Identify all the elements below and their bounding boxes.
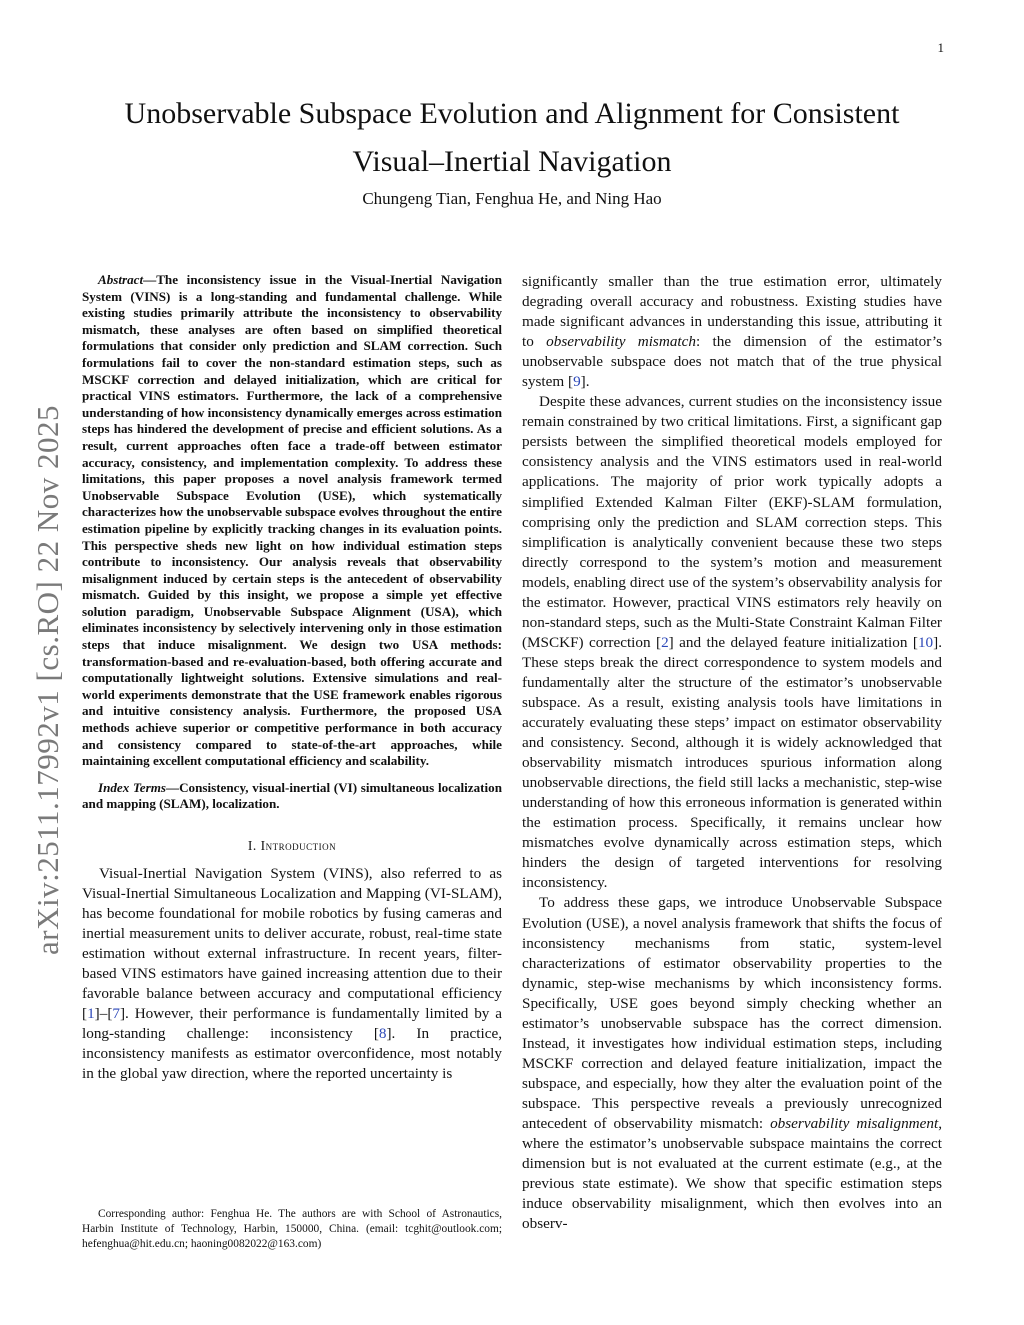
page-number: 1 (937, 40, 944, 55)
intro-text-segment: , where the estimator’s unobservable subspace maintains the correct dimension but is not evaluated at the current estimate (e.g., at the previous state estimate). We show that specific estimation steps induce observability misalignment, which then evolves into an observ- (522, 1114, 942, 1233)
abstract (82, 272, 502, 770)
title-line-2: Visual–Inertial Navigation (352, 145, 672, 178)
citation-link-1[interactable]: 1 (87, 1005, 95, 1023)
emphasis-observability-misalignment: observability misalignment (770, 1114, 939, 1132)
intro-text-segment: To address these gaps, we introduce Unobservable Subspace Evolution (USE), a novel analysis framework that shifts the focus of inconsistency mechanisms from static, system-level characterizations of estimator observability properties to the dynamic, step-wise mechanisms by which inconsistency forms. Specifically, USE goes beyond simply checking whether an estimator’s unobservable subspace has the correct dimension. Instead, it investigates how individual estimation steps, including MSCKF correction and delayed feature initialization, impact the subspace, and especially, how they alter the evaluation point of the subspace. This perspective reveals a previously unrecognized antecedent of observability mismatch: (522, 894, 942, 1132)
abstract-text: —The inconsistency issue in the Visual-Inertial Navigation System (VINS) is a long-standing and fundamental challenge. While existing studies primarily attribute the inconsistency to observability mismatch, these analyses are often based on simplified theoretical formulations that consider only prediction and SLAM correction. Such formulations fail to cover the non-standard estimation steps, such as MSCKF correction and delayed initialization, which are critical for practical VINS estimators. Furthermore, the lack of a comprehensive understanding of how inconsistency dynamically emerges across estimation steps has hindered the development of precise and efficient solutions. As a result, current approaches often face a trade-off between estimator accuracy, consistency, and implementation complexity. To address these limitations, this paper proposes a novel analysis framework termed Unobservable Subspace Evolution (USE), which systematically characterizes how the unobservable subspace evolves throughout the entire estimation pipeline by explicitly tracking changes in its evaluation points. This perspective sheds new light on how individual estimation steps contribute to inconsistency. Our analysis reveals that observability misalignment induced by certain steps is the antecedent of observability mismatch. Guided by this insight, we propose a simple yet effective solution paradigm, Unobservable Subspace Alignment (USA), which eliminates inconsistency by selectively intervening only in those estimation steps that induce misalignment. We design two USA methods: transformation-based and re-evaluation-based, both offering accurate and computationally lightweight solutions. Extensive simulations and real-world experiments demonstrate that the USE framework enables rigorous and intuitive consistency analysis. Furthermore, the proposed USA methods achieve superior or competitive performance in both accuracy and consistency compared to state-of-the-art approaches, while maintaining excellent computational efficiency and scalability. (82, 272, 502, 769)
section-title: Introduction (260, 838, 337, 853)
citation-link-10[interactable]: 10 (917, 633, 934, 651)
intro-paragraph-3 (522, 893, 942, 1234)
intro-text-segment: Visual-Inertial Navigation System (VINS), also referred to as Visual-Inertial Simultaneous Localization and Mapping (VI-SLAM), has become foundational for mobile robotics by fusing cameras and inertial measurement units to deliver accurate, robust, real-time state estimation without external infrastructure. In recent years, filter-based VINS estimators have gained increasing attention due to their favorable balance between accuracy and computational efficiency (82, 865, 502, 1003)
index-terms-text: —Consistency, visual-inertial (VI) simultaneous localization and mapping (SLAM), localization. (82, 779, 502, 812)
corresponding-author-footnote: Corresponding author: Fenghua He. The authors are with School of Astronautics, Harbin Institute of Technology, Harbin, 150000, China. (email: tcghit@outlook.com; hefenghua@hit.edu.cn; haoning0082022@163.com) (82, 1208, 502, 1250)
right-column (522, 272, 942, 1234)
intro-text-segment: Despite these advances, current studies on the inconsistency issue remain constrained by two critical limitations. First, a significant gap persists between the simplified theoretical models employed for consistency analysis and the VINS estimators used in real-world applications. The majority of prior work typically adopts a simplified Extended Kalman Filter (EKF)-SLAM formulation, comprising only the prediction and SLAM correction steps. This simplification is analytically convenient because these two steps directly correspond to the system’s motion and measurement models, enabling direct use of the system’s observability analysis for the estimator. However, practical VINS estimators rely heavily on non-standard steps, such as the Multi-State Constraint Kalman Filter (MSCKF) correction (522, 393, 942, 651)
left-column (82, 272, 502, 1085)
citation-link-7[interactable]: 7 (112, 1005, 120, 1023)
intro-text-segment: . However, their performance is fundamentally limited by a long-standing challenge: inconsistency (82, 1005, 502, 1043)
index-terms (82, 780, 502, 813)
index-terms-lead: Index Terms (98, 779, 166, 795)
intro-text-segment: . (585, 373, 590, 391)
intro-text-segment: significantly smaller than the true estimation error, ultimately degrading overall accuracy and robustness. Existing studies have made significant advances in understanding this issue, attributing it to (522, 273, 942, 351)
citation-range-dash: – (99, 1005, 108, 1023)
intro-text-segment: : the dimension of the estimator’s unobservable subspace does not match that of the true physical system (522, 333, 942, 391)
citation-link-2[interactable]: 2 (661, 633, 669, 651)
intro-paragraph-1-continued: significantly smaller than the true estimation error, ultimately degrading overall accuracy and robustness. Existing studies have made significant advances in understanding this issue, attributing it to observability mismatch: the dimension of the estimator’s unobservable subspace does not match that of the true physical system [9]. (522, 273, 942, 391)
intro-text-segment: . These steps break the direct correspondence to system models and fundamentally alter the structure of the estimator’s unobservable subspace. As a result, existing analysis tools have limitations in accurately evaluating these steps’ impact on estimator observability and consistency. Second, although it is widely acknowledged that observability mismatch introduces spurious information along unobservable directions, the field still lacks a mechanistic, step-wise understanding of how this erroneous information is generated within the estimation process. Specifically, it remains unclear how mismatches evolve dynamically across estimation steps, which hinders the design of targeted interventions for resolving inconsistency. (522, 633, 942, 892)
emphasis-observability-mismatch: observability mismatch (546, 333, 696, 351)
section-number: I. (247, 838, 257, 853)
intro-paragraph-1: Visual-Inertial Navigation System (VINS), also referred to as Visual-Inertial Simultaneous Localization and Mapping (VI-SLAM), has become foundational for mobile robotics by fusing cameras and inertial measurement units to deliver accurate, robust, real-time state estimation without external infrastructure. In recent years, filter-based VINS estimators have gained increasing attention due to their favorable balance between accuracy and computational efficiency [1]–[7]. However, their performance is fundamentally limited by a long-standing challenge: inconsistency [8]. In practice, inconsistency manifests as estimator overconfidence, most notably in the global yaw direction, where the reported uncertainty is (82, 865, 502, 1083)
intro-paragraph-2: Despite these advances, current studies on the inconsistency issue remain constrained by two critical limitations. First, a significant gap persists between the simplified theoretical models employed for consistency analysis and the VINS estimators used in real-world applications. The majority of prior work typically adopts a simplified Extended Kalman Filter (EKF)-SLAM formulation, comprising only the prediction and SLAM correction steps. This simplification is analytically convenient because these two steps directly correspond to the system’s motion and measurement models, enabling direct use of the system’s observability analysis for the estimator. However, practical VINS estimators rely heavily on non-standard steps, such as the Multi-State Constraint Kalman Filter (MSCKF) correction [2] and the delayed feature initialization [10]. These steps break the direct correspondence to system models and fundamentally alter the structure of the estimator’s unobservable subspace. As a result, existing analysis tools have limitations in accurately evaluating these steps’ impact on estimator observability and consistency. Second, although it is widely acknowledged that observability mismatch introduces spurious information along unobservable directions, the field still lacks a mechanistic, step-wise understanding of how this erroneous information is generated within the estimation process. Specifically, it remains unclear how mismatches evolve dynamically across estimation steps, which hinders the design of targeted interventions for resolving inconsistency. (522, 393, 942, 892)
intro-text-segment: and the delayed feature initialization (673, 633, 913, 651)
title-line-1: Unobservable Subspace Evolution and Alignment for Consistent (124, 97, 900, 130)
abstract-lead: Abstract (98, 272, 144, 287)
citation-link-8[interactable]: 8 (378, 1025, 387, 1043)
paper-title (100, 90, 924, 186)
section-heading-introduction (82, 838, 502, 854)
intro-text-segment: . In practice, inconsistency manifests as estimator overconfidence, most notably in the global yaw direction, where the reported uncertainty is (82, 1025, 502, 1083)
arxiv-identifier-stamp: arXiv:2511.17992v1 [cs.RO] 22 Nov 2025 (30, 405, 65, 955)
author-list: Chungeng Tian, Fenghua He, and Ning Hao (362, 189, 662, 208)
citation-link-9[interactable]: 9 (573, 373, 581, 391)
